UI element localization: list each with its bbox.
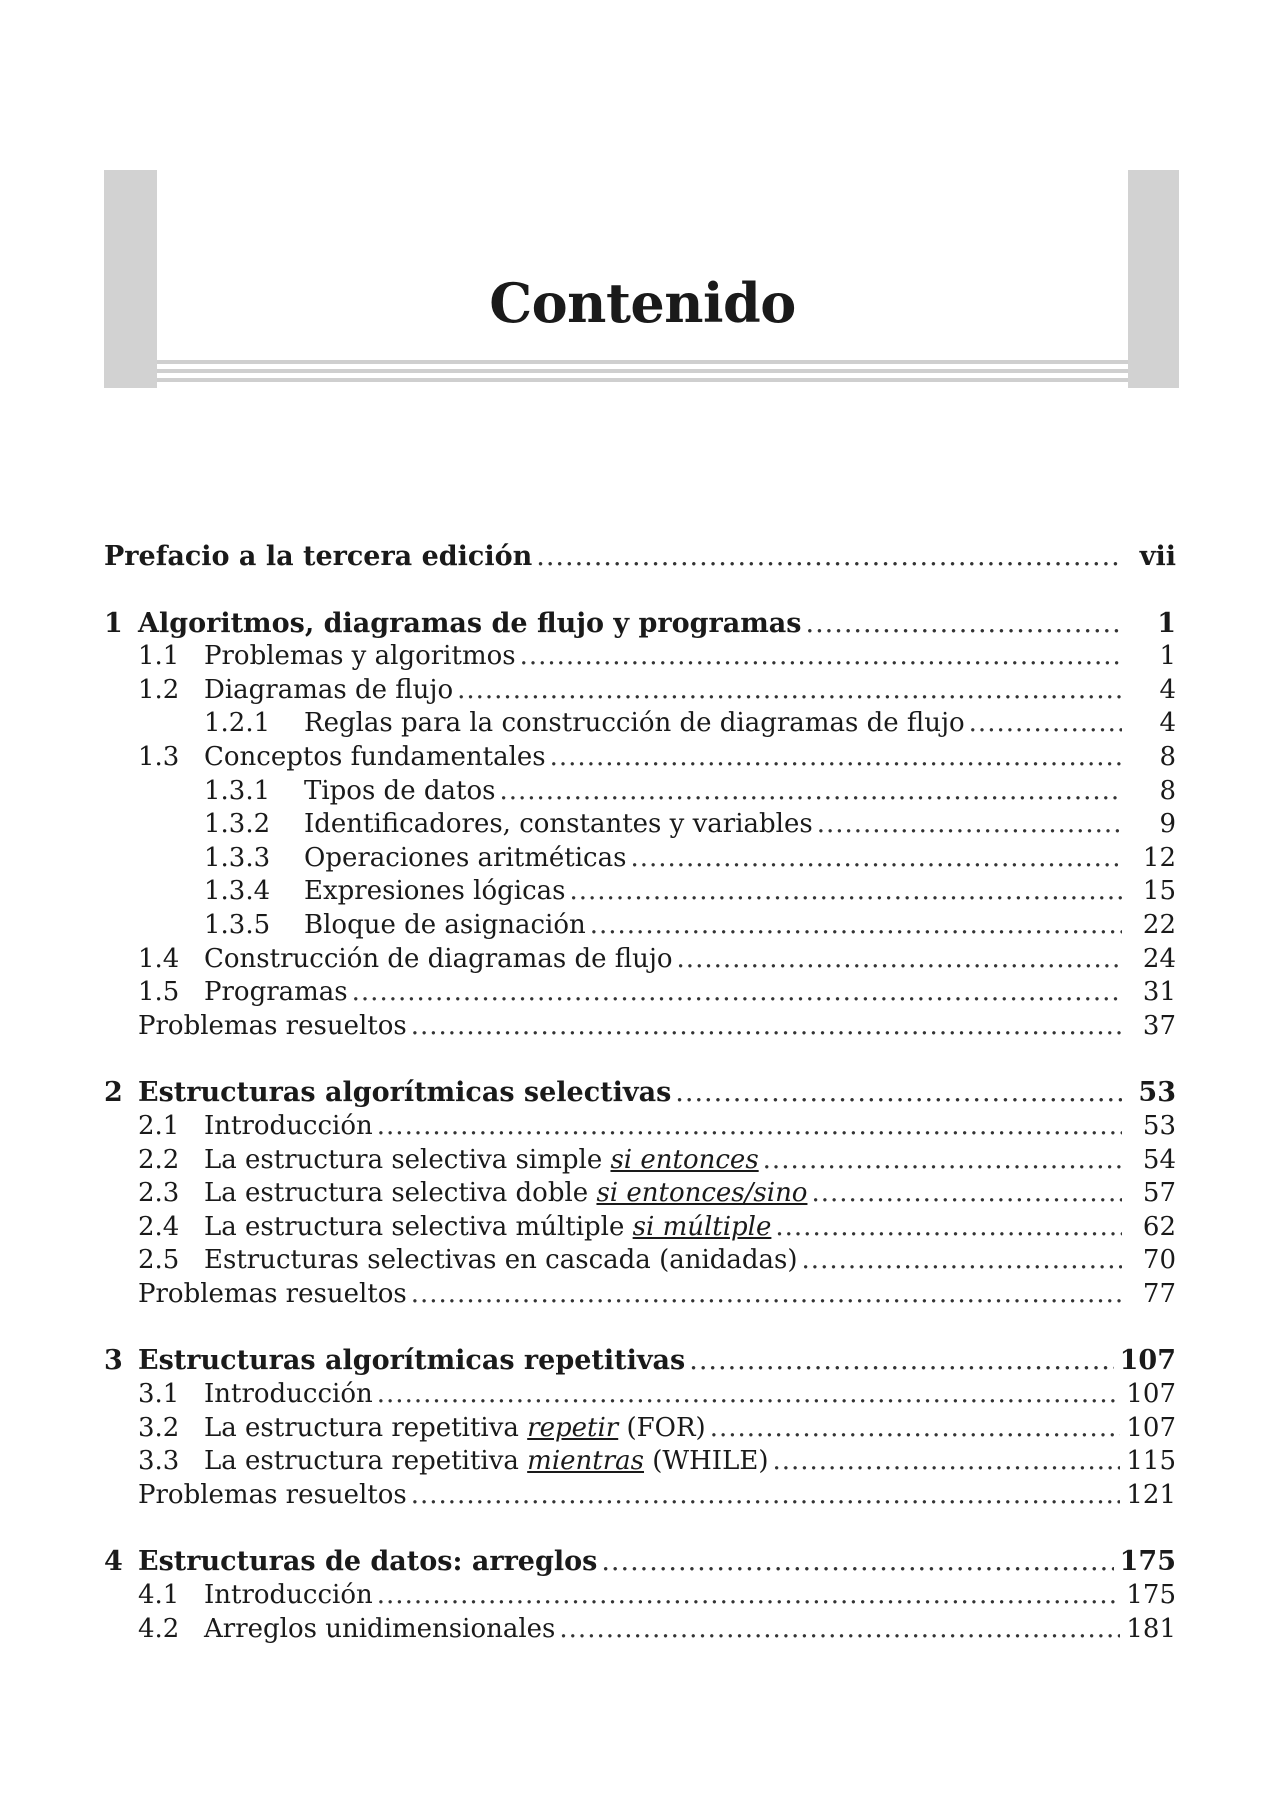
toc-page: 121 xyxy=(1126,1479,1176,1510)
toc-page: 12 xyxy=(1142,842,1176,873)
underlined-term: mientras xyxy=(527,1446,644,1477)
toc-page: 1 xyxy=(1159,641,1176,672)
toc-section[interactable] xyxy=(104,1378,1176,1412)
toc-page: 4 xyxy=(1159,674,1176,705)
toc-label: Arreglos unidimensionales xyxy=(204,1613,556,1644)
toc-label: Operaciones aritméticas xyxy=(304,842,627,873)
leader-dots xyxy=(630,842,1122,876)
toc-label: Programas xyxy=(204,977,348,1008)
toc-label: Estructuras selectivas en cascada (anidadas) xyxy=(204,1245,798,1276)
toc-section[interactable] xyxy=(104,943,1176,977)
toc-section[interactable] xyxy=(104,1412,1176,1446)
toc-page: 8 xyxy=(1159,741,1176,772)
underlined-term: si entonces xyxy=(610,1144,759,1175)
toc-number: 1 xyxy=(104,607,123,639)
leader-dots xyxy=(377,1579,1121,1613)
toc-label: Problemas resueltos xyxy=(138,1278,407,1309)
banner-left-bar xyxy=(104,170,157,388)
toc-number: 1.2.1 xyxy=(204,708,271,739)
toc-label: Problemas resueltos xyxy=(138,1479,407,1510)
toc-label: Bloque de asignación xyxy=(304,909,586,940)
toc-chapter-4[interactable] xyxy=(104,1545,1176,1579)
toc-number: 1.3.1 xyxy=(204,775,271,806)
leader-dots xyxy=(570,875,1123,909)
toc-label: Introducción xyxy=(204,1379,373,1410)
leader-dots xyxy=(377,1110,1122,1144)
toc-page: 1 xyxy=(1157,607,1176,639)
toc-page: 53 xyxy=(1142,1110,1176,1141)
leader-dots xyxy=(811,1177,1122,1211)
toc-problems[interactable] xyxy=(104,1010,1176,1044)
toc-label: Problemas y algoritmos xyxy=(204,641,516,672)
toc-subsection[interactable] xyxy=(104,707,1176,741)
leader-dots xyxy=(763,1144,1122,1178)
toc-number: 2.4 xyxy=(138,1211,180,1242)
toc-number: 1.3.2 xyxy=(204,809,271,840)
toc-subsection[interactable] xyxy=(104,842,1176,876)
table-of-contents xyxy=(104,540,1176,1646)
leader-dots xyxy=(805,607,1122,641)
toc-label: Diagramas de flujo xyxy=(204,674,454,705)
toc-page: 15 xyxy=(1142,876,1176,907)
toc-number: 1.2 xyxy=(138,674,180,705)
toc-number: 1.5 xyxy=(138,977,180,1008)
toc-page: 107 xyxy=(1126,1379,1176,1410)
toc-section[interactable] xyxy=(104,1579,1176,1613)
leader-dots xyxy=(377,1378,1121,1412)
toc-subsection[interactable] xyxy=(104,875,1176,909)
toc-number: 3 xyxy=(104,1345,123,1377)
toc-page: 181 xyxy=(1126,1613,1176,1644)
toc-page: 22 xyxy=(1142,909,1176,940)
toc-label: Conceptos fundamentales xyxy=(204,741,546,772)
toc-label: La estructura repetitiva repetir (FOR) xyxy=(204,1412,706,1443)
toc-section[interactable] xyxy=(104,741,1176,775)
toc-page: 107 xyxy=(1119,1345,1176,1377)
leader-dots xyxy=(411,1479,1121,1513)
toc-label: Estructuras de datos: arreglos xyxy=(138,1546,598,1578)
toc-number: 2 xyxy=(104,1077,123,1109)
toc-number: 3.3 xyxy=(138,1446,180,1477)
toc-label: La estructura selectiva múltiple si múltiple xyxy=(204,1211,772,1242)
toc-page: 62 xyxy=(1142,1211,1176,1242)
toc-subsection[interactable] xyxy=(104,808,1176,842)
leader-dots xyxy=(969,707,1122,741)
toc-label: Estructuras algorítmicas selectivas xyxy=(138,1077,672,1109)
toc-section[interactable] xyxy=(104,1244,1176,1278)
toc-label: Prefacio a la tercera edición xyxy=(104,541,533,572)
toc-problems[interactable] xyxy=(104,1278,1176,1312)
toc-page: 57 xyxy=(1142,1178,1176,1209)
toc-number: 2.3 xyxy=(138,1178,180,1209)
toc-label: Identificadores, constantes y variables xyxy=(304,809,813,840)
toc-section[interactable] xyxy=(104,1110,1176,1144)
toc-number: 4.1 xyxy=(138,1580,180,1611)
toc-label: Expresiones lógicas xyxy=(304,876,566,907)
toc-page: 37 xyxy=(1142,1010,1176,1041)
toc-chapter-1[interactable] xyxy=(104,607,1176,641)
leader-dots xyxy=(802,1244,1122,1278)
leader-dots xyxy=(520,640,1122,674)
toc-page: 107 xyxy=(1126,1412,1176,1443)
toc-subsection[interactable] xyxy=(104,909,1176,943)
banner-right-bar xyxy=(1128,170,1179,388)
toc-page: 53 xyxy=(1138,1077,1176,1109)
toc-number: 1.3.5 xyxy=(204,909,271,940)
toc-page: 31 xyxy=(1142,977,1176,1008)
leader-dots xyxy=(536,540,1122,574)
toc-label: Construcción de diagramas de flujo xyxy=(204,943,673,974)
toc-label: Algoritmos, diagramas de flujo y programas xyxy=(138,607,802,639)
toc-section[interactable] xyxy=(104,640,1176,674)
toc-page: 175 xyxy=(1119,1546,1176,1578)
toc-number: 2.5 xyxy=(138,1245,180,1276)
toc-page: 77 xyxy=(1142,1278,1176,1309)
leader-dots xyxy=(601,1545,1113,1579)
leader-dots xyxy=(352,976,1122,1010)
toc-chapter-2[interactable] xyxy=(104,1076,1176,1110)
toc-section[interactable] xyxy=(104,1445,1176,1479)
toc-page: 70 xyxy=(1142,1245,1176,1276)
banner-rules xyxy=(157,360,1128,387)
leader-dots xyxy=(590,909,1122,943)
leader-dots xyxy=(457,674,1122,708)
toc-label: La estructura repetitiva mientras (WHILE) xyxy=(204,1446,769,1477)
toc-chapter-3[interactable] xyxy=(104,1344,1176,1378)
leader-dots xyxy=(675,1076,1122,1110)
underlined-term: si múltiple xyxy=(632,1211,772,1242)
toc-entry-preface[interactable] xyxy=(104,540,1176,574)
toc-label: La estructura selectiva doble si entonces/sino xyxy=(204,1178,808,1209)
page-title: Contenido xyxy=(489,271,796,336)
toc-label: Introducción xyxy=(204,1580,373,1611)
toc-number: 2.2 xyxy=(138,1144,180,1175)
underlined-term: si entonces/sino xyxy=(596,1178,808,1209)
toc-page: 175 xyxy=(1126,1580,1176,1611)
toc-number: 3.2 xyxy=(138,1412,180,1443)
toc-number: 1.3.3 xyxy=(204,842,271,873)
toc-section[interactable] xyxy=(104,1613,1176,1647)
toc-label: La estructura selectiva simple si entonces xyxy=(204,1144,759,1175)
leader-dots xyxy=(710,1412,1121,1446)
toc-label: Tipos de datos xyxy=(304,775,496,806)
leader-dots xyxy=(550,741,1122,775)
toc-section[interactable] xyxy=(104,1144,1176,1178)
toc-subsection[interactable] xyxy=(104,775,1176,809)
toc-number: 4 xyxy=(104,1546,123,1578)
toc-label: Problemas resueltos xyxy=(138,1010,407,1041)
leader-dots xyxy=(411,1010,1122,1044)
leader-dots xyxy=(559,1613,1120,1647)
toc-number: 1.1 xyxy=(138,641,180,672)
toc-page: vii xyxy=(1139,541,1176,572)
toc-number: 1.3 xyxy=(138,741,180,772)
toc-page: 4 xyxy=(1159,708,1176,739)
toc-number: 3.1 xyxy=(138,1379,180,1410)
leader-dots xyxy=(689,1344,1113,1378)
toc-number: 1.4 xyxy=(138,943,180,974)
leader-dots xyxy=(411,1278,1122,1312)
leader-dots xyxy=(817,808,1122,842)
toc-section[interactable] xyxy=(104,1177,1176,1211)
toc-page: 24 xyxy=(1142,943,1176,974)
toc-page: 54 xyxy=(1142,1144,1176,1175)
underlined-term: repetir xyxy=(527,1412,619,1443)
toc-number: 1.3.4 xyxy=(204,876,271,907)
toc-label: Reglas para la construcción de diagramas de flujo xyxy=(304,708,965,739)
leader-dots xyxy=(775,1211,1122,1245)
toc-section[interactable] xyxy=(104,674,1176,708)
toc-section[interactable] xyxy=(104,976,1176,1010)
toc-page: 115 xyxy=(1126,1446,1176,1477)
toc-label: Estructuras algorítmicas repetitivas xyxy=(138,1345,686,1377)
toc-page: 9 xyxy=(1159,809,1176,840)
toc-problems[interactable] xyxy=(104,1479,1176,1513)
toc-number: 4.2 xyxy=(138,1613,180,1644)
leader-dots xyxy=(772,1445,1120,1479)
leader-dots xyxy=(499,775,1122,809)
toc-section[interactable] xyxy=(104,1211,1176,1245)
toc-label: Introducción xyxy=(204,1110,373,1141)
leader-dots xyxy=(677,943,1122,977)
toc-page: 8 xyxy=(1159,775,1176,806)
toc-number: 2.1 xyxy=(138,1110,180,1141)
